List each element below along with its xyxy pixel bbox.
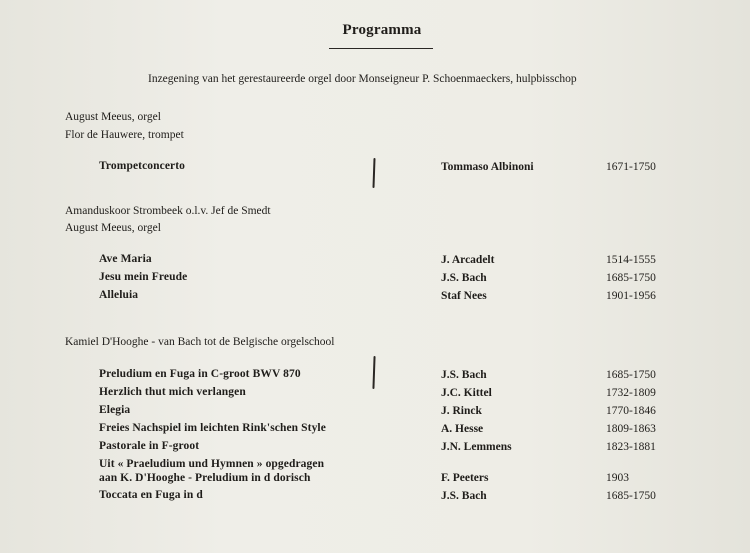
piece-composer: F. Peeters [441, 472, 489, 484]
piece-title: Toccata en Fuga in d [99, 489, 203, 501]
piece-composer: J.N. Lemmens [441, 441, 512, 453]
piece-years: 1685-1750 [606, 272, 656, 284]
piece-years: 1823-1881 [606, 441, 656, 453]
bracket-mark [372, 158, 375, 188]
piece-composer: J.S. Bach [441, 369, 487, 381]
piece-title: Preludium en Fuga in C-groot BWV 870 [99, 368, 301, 380]
piece-title: Elegia [99, 404, 131, 416]
piece-years: 1671-1750 [606, 161, 656, 173]
piece-composer: Staf Nees [441, 290, 487, 302]
performer-line: Flor de Hauwere, trompet [65, 129, 184, 141]
performer-line: August Meeus, orgel [65, 222, 161, 234]
piece-title: Pastorale in F-groot [99, 440, 200, 452]
performer-line: Kamiel D'Hooghe - van Bach tot de Belgische orgelschool [65, 336, 335, 348]
piece-title: Trompetconcerto [99, 160, 186, 172]
performer-line: August Meeus, orgel [65, 111, 161, 123]
piece-composer: J. Rinck [441, 405, 482, 417]
piece-years: 1903 [606, 472, 629, 484]
piece-years: 1901-1956 [606, 290, 656, 302]
piece-composer: J.C. Kittel [441, 387, 492, 399]
title-underline [329, 48, 433, 49]
piece-composer: J.S. Bach [441, 272, 487, 284]
piece-composer: J. Arcadelt [441, 254, 495, 266]
piece-years: 1514-1555 [606, 254, 656, 266]
piece-years: 1732-1809 [606, 387, 656, 399]
piece-years: 1685-1750 [606, 490, 656, 502]
piece-composer: Tommaso Albinoni [441, 161, 534, 173]
piece-title: Uit « Praeludium und Hymnen » opgedragen [99, 458, 325, 470]
piece-title: Jesu mein Freude [99, 271, 188, 283]
bracket-mark [372, 356, 375, 389]
intro-text: Inzegening van het gerestaureerde orgel door Monseigneur P. Schoenmaeckers, hulpbisschop [148, 73, 577, 85]
piece-title: Freies Nachspiel im leichten Rink'schen Style [99, 422, 326, 434]
piece-years: 1770-1846 [606, 405, 656, 417]
piece-composer: J.S. Bach [441, 490, 487, 502]
piece-composer: A. Hesse [441, 423, 484, 435]
piece-title: Herzlich thut mich verlangen [99, 386, 246, 398]
piece-title: Ave Maria [99, 253, 152, 265]
piece-years: 1809-1863 [606, 423, 656, 435]
piece-title: Alleluia [99, 289, 139, 301]
performer-line: Amanduskoor Strombeek o.l.v. Jef de Smedt [65, 205, 271, 217]
page-title: Programma [342, 22, 422, 38]
piece-years: 1685-1750 [606, 369, 656, 381]
piece-title: aan K. D'Hooghe - Preludium in d dorisch [99, 472, 311, 484]
